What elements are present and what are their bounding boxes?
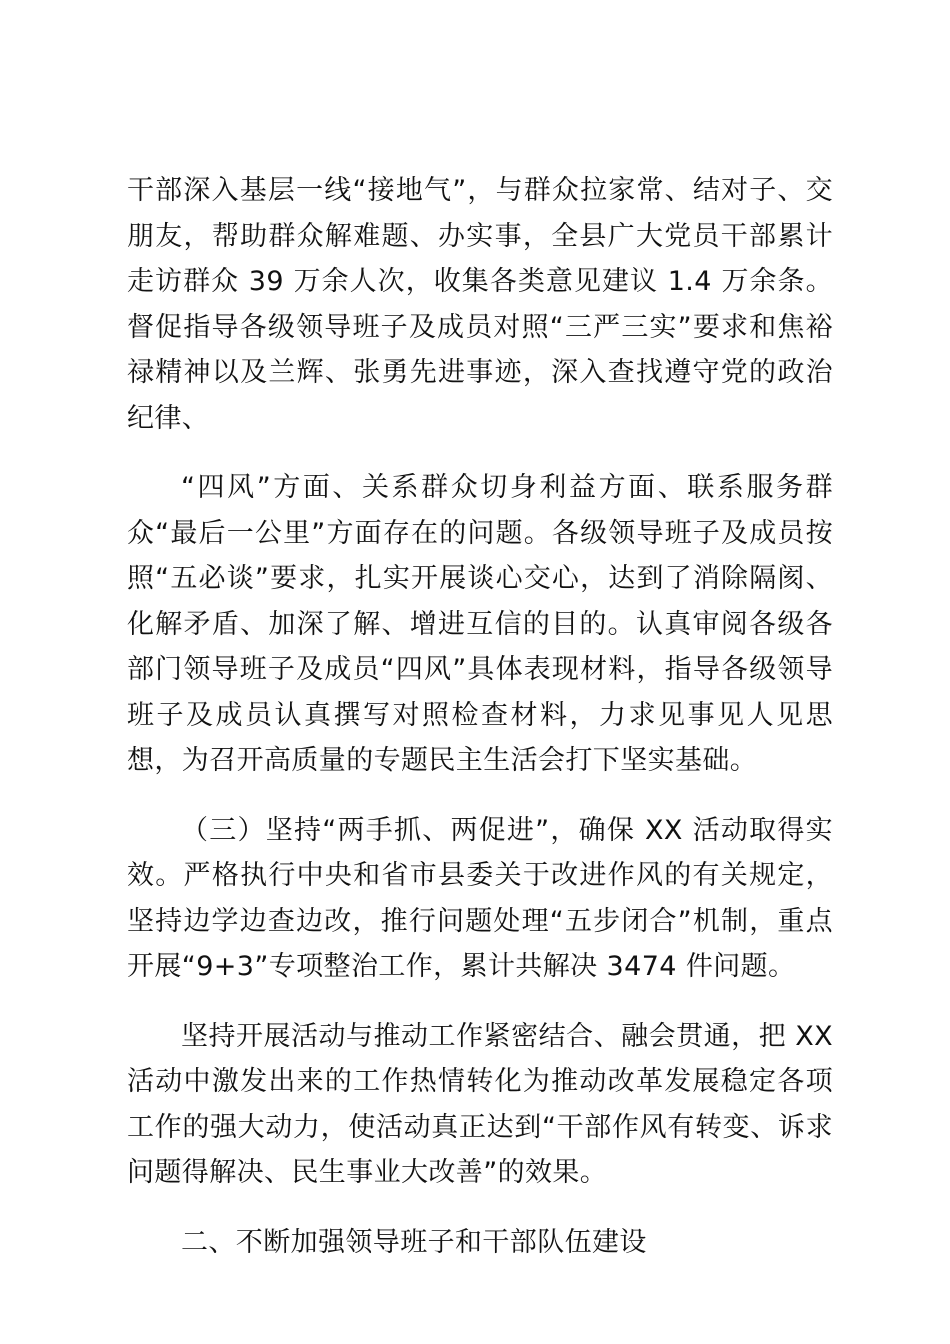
document-body: [127, 168, 833, 1289]
paragraph-section-three: （三）坚持“两手抓、两促进”，确保 XX 活动取得实效。严格执行中央和省市县委关于改进作风的有关规定，坚持边学边查边改，推行问题处理“五步闭合”机制，重点开展“9+3”专项整治工作，累计共解决 3474 件问题。: [127, 814, 833, 982]
section-heading-two: 二、不断加强领导班子和干部队伍建设: [181, 1226, 647, 1258]
paragraph-continuation: 干部深入基层一线“接地气”，与群众拉家常、结对子、交朋友，帮助群众解难题、办实事，全县广大党员干部累计走访群众 39 万余人次，收集各类意见建议 1.4 万余条。督促指导各级领导班子及成员对照“三严三实”要求和焦裕禄精神以及兰辉、张勇先进事迹，深入查找遵守党的政治纪律、: [127, 175, 833, 434]
paragraph-four-winds: “四风”方面、关系群众切身利益方面、联系服务群众“最后一公里”方面存在的问题。各级领导班子及成员按照“五必谈”要求，扎实开展谈心交心，达到了消除隔阂、化解矛盾、加深了解、增进互信的目的。认真审阅各级各部门领导班子及成员“四风”具体表现材料，指导各级领导班子及成员认真撰写对照检查材料，力求见事见人见思想，为召开高质量的专题民主生活会打下坚实基础。: [127, 472, 833, 776]
paragraph-integration: 坚持开展活动与推动工作紧密结合、融会贯通，把 XX 活动中激发出来的工作热情转化为推动改革发展稳定各项工作的强大动力，使活动真正达到“干部作风有转变、诉求问题得解决、民生事业大改善”的效果。: [127, 1020, 833, 1188]
